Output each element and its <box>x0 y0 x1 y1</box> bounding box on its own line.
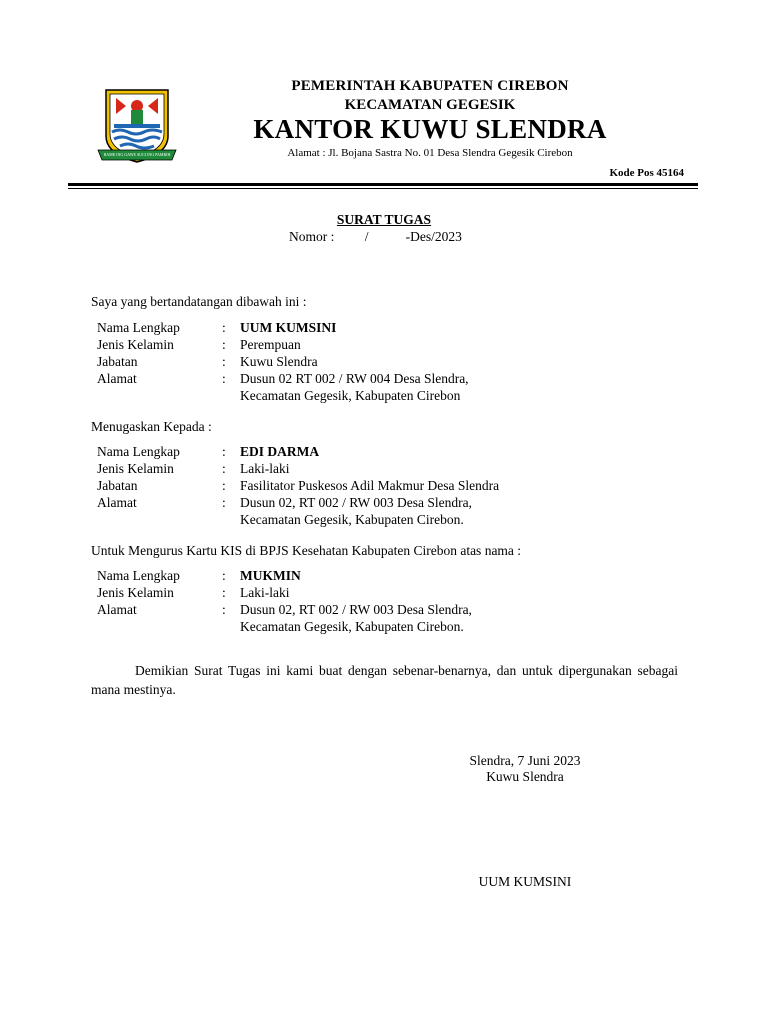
signer-name-label: Nama Lengkap <box>97 320 180 335</box>
colon: : <box>222 568 226 583</box>
colon: : <box>222 495 226 510</box>
header-rule-thin <box>68 188 698 189</box>
colon: : <box>222 337 226 352</box>
colon: : <box>222 371 226 386</box>
assignee-address-label: Alamat <box>97 495 137 510</box>
purpose-text: Untuk Mengurus Kartu KIS di BPJS Kesehatan Kabupaten Cirebon atas nama : <box>91 543 522 558</box>
signer-address-line2: Kecamatan Gegesik, Kabupaten Cirebon <box>240 388 461 403</box>
signer-position: Kuwu Slendra <box>240 354 318 369</box>
signature-title: Kuwu Slendra <box>486 769 564 784</box>
colon: : <box>222 461 226 476</box>
district-name: KECAMATAN GEGESIK <box>344 97 516 113</box>
assignee-address-line1: Dusun 02, RT 002 / RW 003 Desa Slendra, <box>240 495 472 510</box>
postal-code: Kode Pos 45164 <box>609 167 684 179</box>
assignee-gender-label: Jenis Kelamin <box>97 461 174 476</box>
signature-name: UUM KUMSINI <box>478 874 572 889</box>
colon: : <box>222 585 226 600</box>
beneficiary-address-label: Alamat <box>97 602 137 617</box>
beneficiary-gender-label: Jenis Kelamin <box>97 585 174 600</box>
assignee-address-line2: Kecamatan Gegesik, Kabupaten Cirebon. <box>240 512 464 527</box>
beneficiary-address-line1: Dusun 02, RT 002 / RW 003 Desa Slendra, <box>240 602 472 617</box>
assignee-position-label: Jabatan <box>97 478 138 493</box>
signer-address-label: Alamat <box>97 371 137 386</box>
letter-number: Nomor : / -Des/2023 <box>289 229 462 244</box>
colon: : <box>222 354 226 369</box>
assignee-gender: Laki-laki <box>240 461 290 476</box>
colon: : <box>222 320 226 335</box>
beneficiary-gender: Laki-laki <box>240 585 290 600</box>
signer-address-line1: Dusun 02 RT 002 / RW 004 Desa Slendra, <box>240 371 469 386</box>
signer-position-label: Jabatan <box>97 354 138 369</box>
beneficiary-address-line2: Kecamatan Gegesik, Kabupaten Cirebon. <box>240 619 464 634</box>
government-name: PEMERINTAH KABUPATEN CIREBON <box>291 78 569 94</box>
closing-paragraph: Demikian Surat Tugas ini kami buat dengan sebenar-benarnya, dan untuk dipergunakan sebagai mana mestinya. <box>91 663 678 697</box>
intro-text: Saya yang bertandatangan dibawah ini : <box>91 294 307 309</box>
colon: : <box>222 602 226 617</box>
office-name: KANTOR KUWU SLENDRA <box>253 114 607 144</box>
assign-heading: Menugaskan Kepada : <box>91 419 212 434</box>
signer-gender-label: Jenis Kelamin <box>97 337 174 352</box>
colon: : <box>222 444 226 459</box>
beneficiary-name-label: Nama Lengkap <box>97 568 180 583</box>
letter-title: SURAT TUGAS <box>336 212 432 227</box>
beneficiary-name: MUKMIN <box>240 568 301 583</box>
assignee-name-label: Nama Lengkap <box>97 444 180 459</box>
colon: : <box>222 478 226 493</box>
assignee-name: EDI DARMA <box>240 444 320 459</box>
office-address: Alamat : Jl. Bojana Sastra No. 01 Desa Slendra Gegesik Cirebon <box>287 147 573 159</box>
header-rule-thick <box>68 183 698 186</box>
signer-name: UUM KUMSINI <box>240 320 337 335</box>
logo-motto: RAME ING GAWE SUCI ING PAMRIH <box>103 152 171 157</box>
signer-gender: Perempuan <box>240 337 301 352</box>
signature-place-date: Slendra, 7 Juni 2023 <box>469 753 581 768</box>
assignee-position: Fasilitator Puskesos Adil Makmur Desa Slendra <box>240 478 500 493</box>
